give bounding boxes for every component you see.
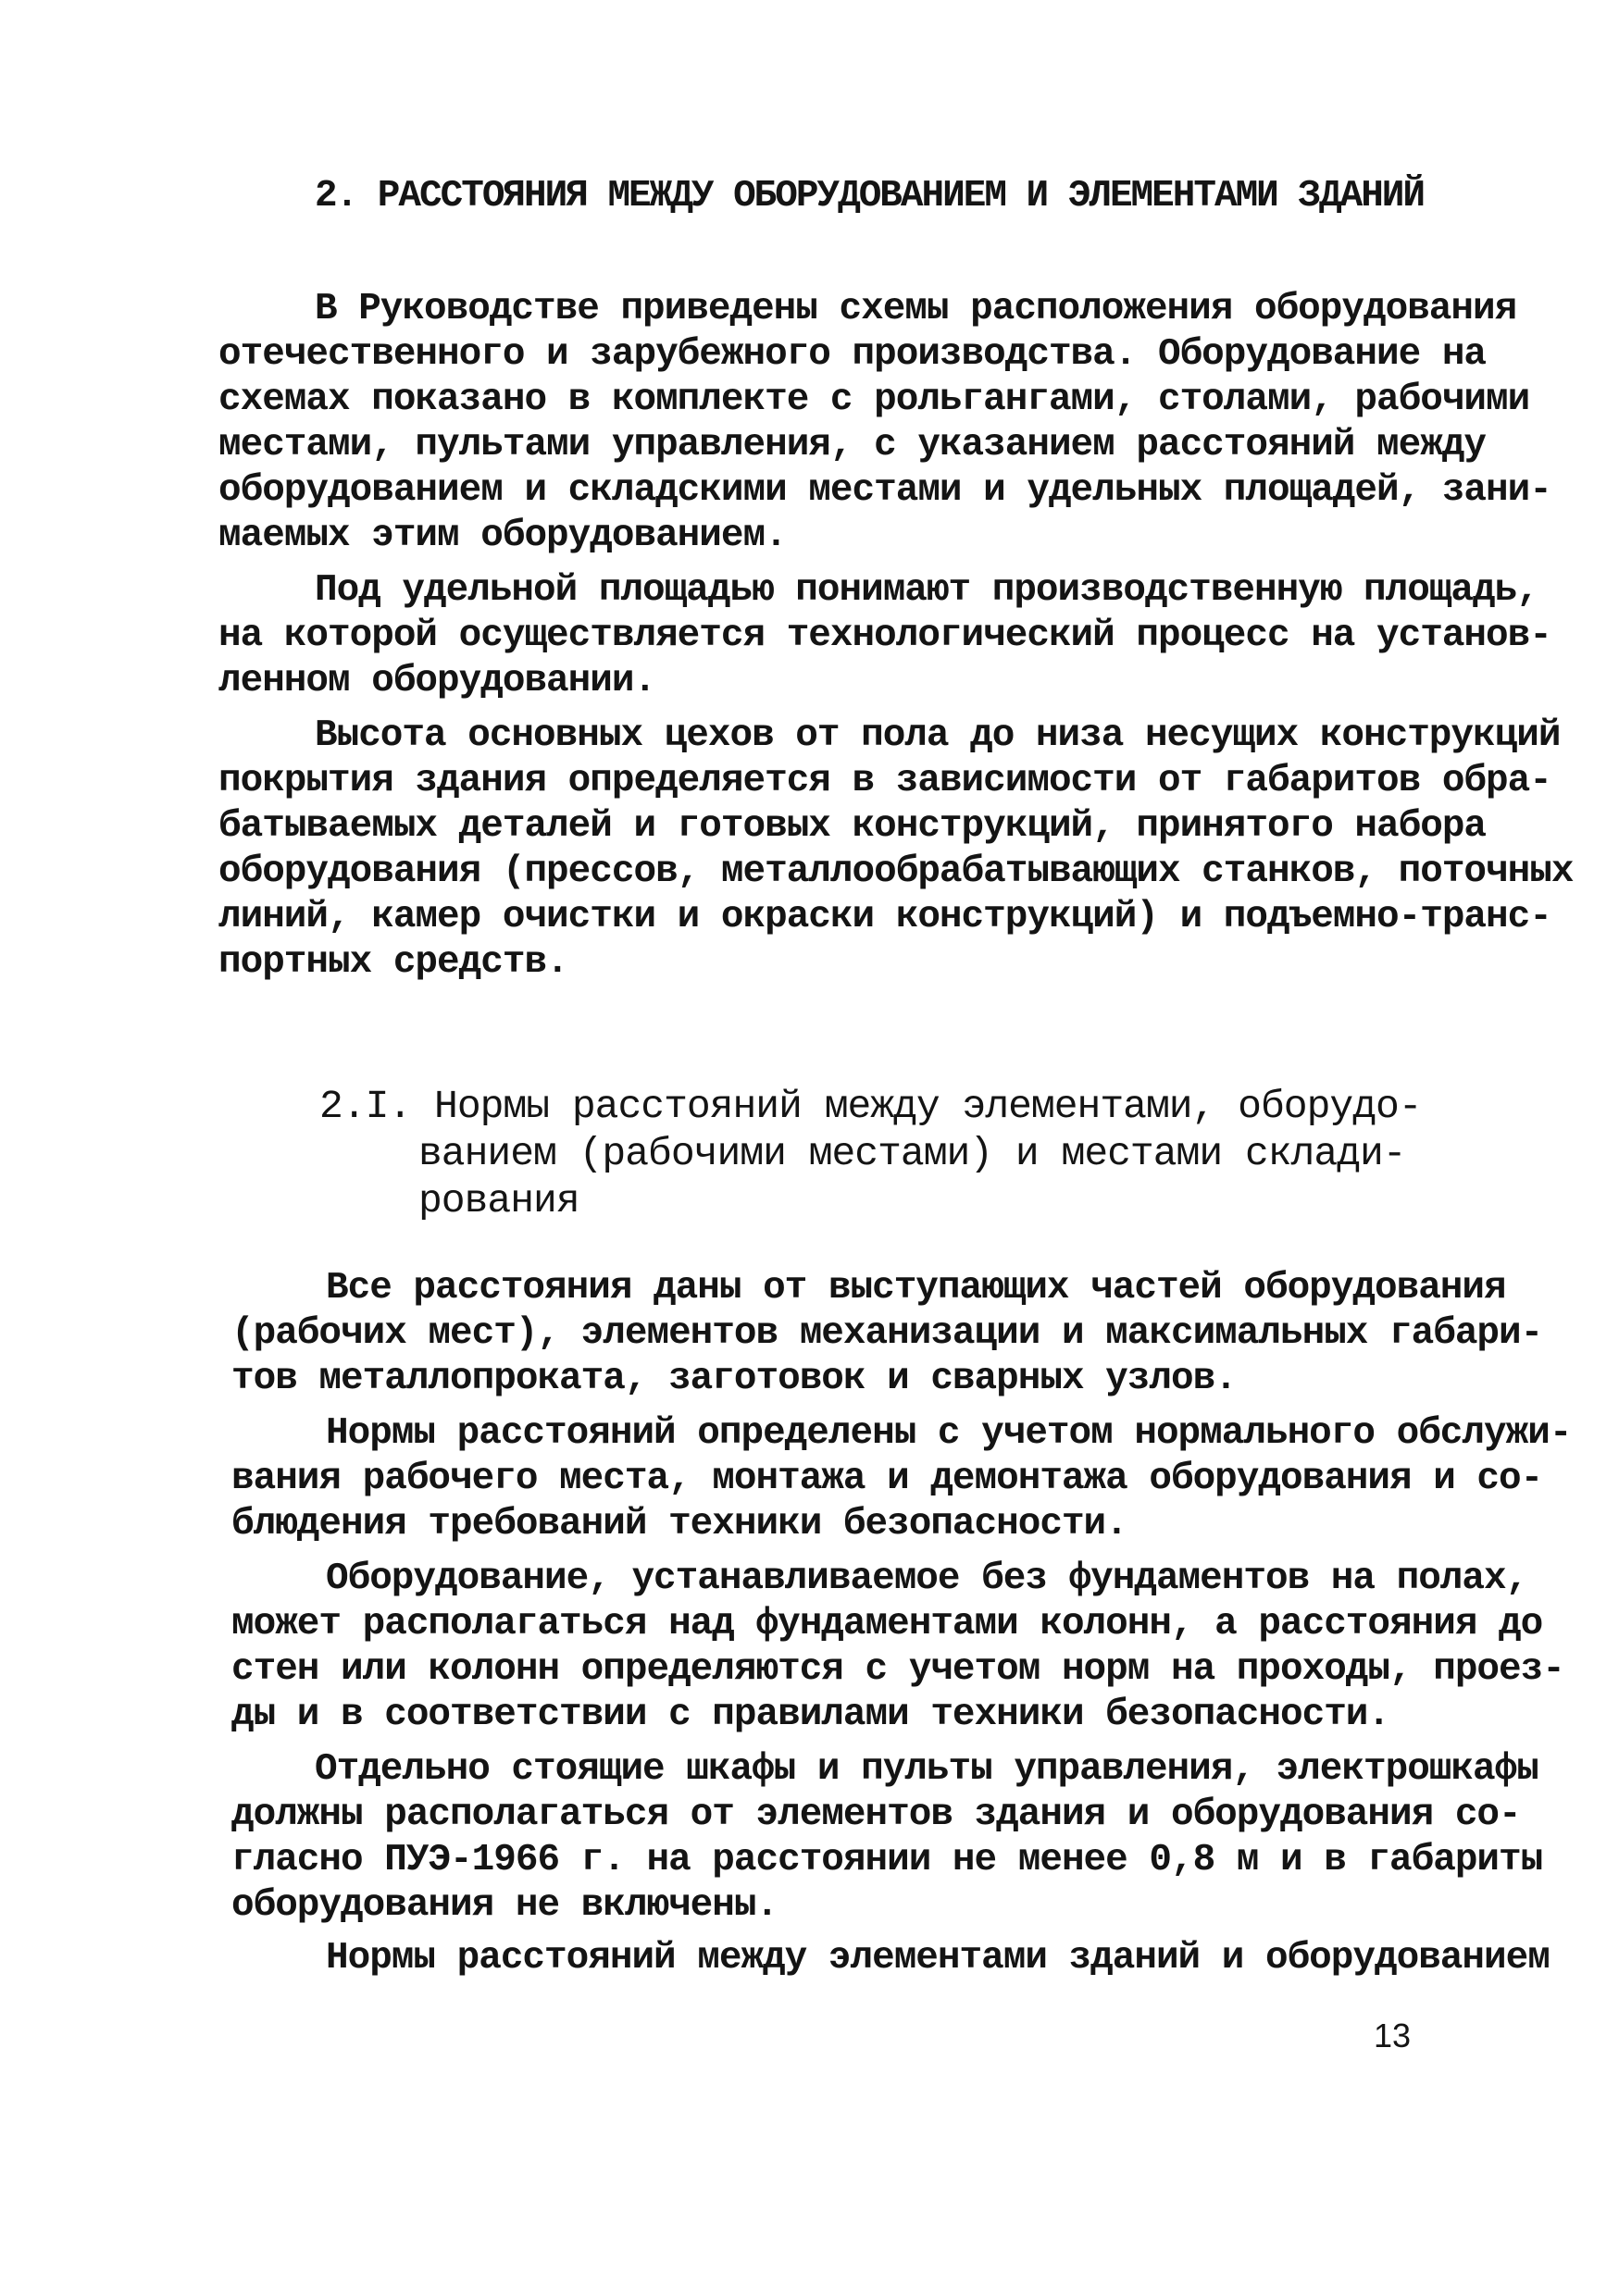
paragraph-line: оборудования не включены. — [231, 1884, 778, 1927]
paragraph-line: линий, камер очистки и окраски конструкций) и подъемно-транс- — [218, 896, 1551, 938]
section-title: 2. РАССТОЯНИЯ МЕЖДУ ОБОРУДОВАНИЕМ И ЭЛЕМЕНТАМИ ЗДАНИЙ — [315, 175, 1425, 217]
paragraph-line: Высота основных цехов от пола до низа несущих конструкций — [315, 714, 1561, 757]
paragraph-line: блюдения требований техники безопасности. — [231, 1503, 1127, 1545]
paragraph-line: (рабочих мест), элементов механизации и максимальных габари- — [231, 1312, 1543, 1355]
paragraph-line: схемах показано в комплекте с рольгангами, столами, рабочими — [218, 379, 1530, 421]
paragraph-line: покрытия здания определяется в зависимости от габаритов обра- — [218, 760, 1551, 802]
subsection-title-line: ванием (рабочими местами) и местами склади- — [418, 1131, 1406, 1176]
paragraph-line: ленном оборудовании. — [218, 660, 656, 702]
paragraph-line: на которой осуществляется технологический процесс на установ- — [218, 614, 1551, 657]
paragraph-line: батываемых деталей и готовых конструкций, принятого набора — [218, 805, 1487, 848]
paragraph-line: должны располагаться от элементов здания и оборудования со- — [231, 1793, 1521, 1836]
paragraph-line: стен или колонн определяются с учетом норм на проходы, проез- — [231, 1648, 1564, 1691]
paragraph-line: Отдельно стоящие шкафы и пульты управления, электрошкафы — [315, 1748, 1538, 1791]
paragraph-line: Нормы расстояний между элементами зданий и оборудованием — [326, 1937, 1550, 1980]
paragraph-line: Все расстояния даны от выступающих частей оборудования — [326, 1267, 1506, 1309]
paragraph-line: оборудования (прессов, металлообрабатывающих станков, поточных — [218, 850, 1574, 893]
paragraph-line: портных средств. — [218, 941, 568, 984]
paragraph-line: Нормы расстояний определены с учетом нормального обслужи- — [326, 1412, 1572, 1455]
paragraph-line: тов металлопроката, заготовок и сварных узлов. — [231, 1358, 1237, 1400]
paragraph-line: Оборудование, устанавливаемое без фундаментов на полах, — [326, 1558, 1528, 1600]
paragraph-line: вания рабочего места, монтажа и демонтажа оборудования и со- — [231, 1458, 1543, 1500]
paragraph-line: может располагаться над фундаментами колонн, а расстояния до — [231, 1603, 1543, 1645]
subsection-title-line: рования — [418, 1178, 579, 1223]
paragraph-line: ды и в соответствии с правилами техники безопасности. — [231, 1694, 1390, 1736]
subsection-title-line: 2.I. Нормы расстояний между элементами, оборудо- — [319, 1084, 1422, 1129]
paragraph-line: Под удельной площадью понимают производственную площадь, — [315, 569, 1538, 612]
paragraph-line: гласно ПУЭ-1966 г. на расстоянии не менее 0,8 м и в габариты — [231, 1839, 1543, 1881]
paragraph-line: В Руководстве приведены схемы расположения оборудования — [315, 288, 1517, 330]
page-number: 13 — [1374, 2017, 1412, 2054]
paragraph-line: отечественного и зарубежного производства. Оборудование на — [218, 333, 1487, 376]
paragraph-line: маемых этим оборудованием. — [218, 515, 787, 557]
paragraph-line: оборудованием и складскими местами и удельных площадей, зани- — [218, 469, 1551, 512]
paragraph-line: местами, пультами управления, с указанием расстояний между — [218, 424, 1487, 466]
